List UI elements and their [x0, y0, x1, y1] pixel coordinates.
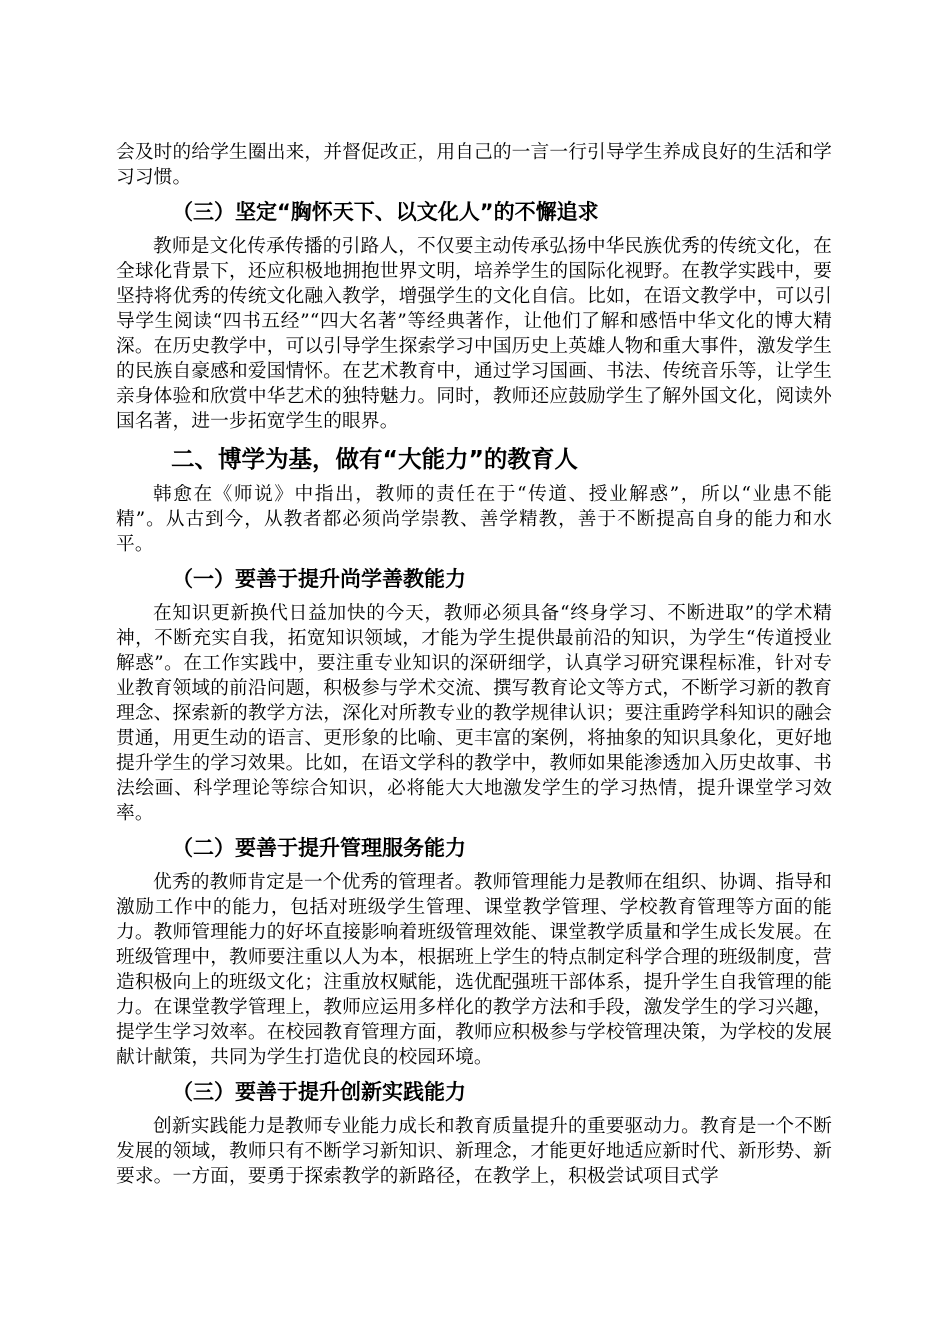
subheading-learning-teaching: （一）要善于提升尚学善教能力	[172, 567, 466, 591]
paragraph-knowledge: 在知识更新换代日益加快的今天，教师必须具备“终身学习、不断进取”的学术精神，不断充实自我，拓宽知识领域，才能为学生提供最前沿的知识，为学生“传道授业解惑”。在工作实践中，要注重专业知识的深研细学，认真学习研究课程标准，针对专业教育领域的前沿问题，积极参与学术交流、撰写教育论文等方式，不断学习新的教育理念、探索新的教学方法，深化对所教专业的教学规律认识；要注重跨学科知识的融会贯通，用更生动的语言、更形象的比喻、更丰富的案例，将抽象的知识具象化，更好地提升学生的学习效果。比如，在语文学科的教学中，教师如果能渗透加入历史故事、书法绘画、科学理论等综合知识，必将能大大地激发学生的学习热情，提升课堂学习效率。	[116, 603, 832, 824]
paragraph-culture: 教师是文化传承传播的引路人，不仅要主动传承弘扬中华民族优秀的传统文化，在全球化背景下，还应积极地拥抱世界文明，培养学生的国际化视野。在教学实践中，要坚持将优秀的传统文化融入教学，增强学生的文化自信。比如，在语文教学中，可以引导学生阅读“四书五经”“四大名著”等经典著作，让他们了解和感悟中华文化的博大精深。在历史教学中，可以引导学生探索学习中国历史上英雄人物和重大事件，激发学生的民族自豪感和爱国情怀。在艺术教育中，通过学习国画、书法、传统音乐等，让学生亲身体验和欣赏中华艺术的独特魅力。同时，教师还应鼓励学生了解外国文化，阅读外国名著，进一步拓宽学生的眼界。	[116, 236, 832, 432]
paragraph-continuation: 会及时的给学生圈出来，并督促改正，用自己的一言一行引导学生养成良好的生活和学习习惯。	[116, 142, 832, 188]
paragraph-management: 优秀的教师肯定是一个优秀的管理者。教师管理能力是教师在组织、协调、指导和激励工作中的能力，包括对班级学生管理、课堂教学管理、学校教育管理等方面的能力。教师管理能力的好坏直接影响着班级管理效能、课堂教学质量和学生成长发展。在班级管理中，教师要注重以人为本，根据班上学生的特点制定科学合理的班级制度，营造积极向上的班级文化；注重放权赋能，选优配强班干部体系，提升学生自我管理的能力。在课堂教学管理上，教师应运用多样化的教学方法和手段，激发学生的学习兴趣，提学生学习效率。在校园教育管理方面，教师应积极参与学校管理决策，为学校的发展献计献策，共同为学生打造优良的校园环境。	[116, 872, 832, 1068]
document-body	[116, 140, 832, 1189]
subheading-pursuit: （三）坚定“胸怀天下、以文化人”的不懈追求	[172, 200, 599, 224]
section-heading-two: 二、博学为基，做有“大能力”的教育人	[171, 445, 578, 473]
subheading-management: （二）要善于提升管理服务能力	[172, 836, 466, 860]
paragraph-innovation: 创新实践能力是教师专业能力成长和教育质量提升的重要驱动力。教育是一个不断发展的领域，教师只有不断学习新知识、新理念，才能更好地适应新时代、新形势、新要求。一方面，要勇于探索教学的新路径，在教学上，积极尝试项目式学	[116, 1116, 832, 1187]
paragraph-hanyu: 韩愈在《师说》中指出，教师的责任在于“传道、授业解惑”，所以“业患不能精”。从古到今，从教者都必须尚学崇教、善学精教，善于不断提高自身的能力和水平。	[116, 484, 832, 555]
subheading-innovation: （三）要善于提升创新实践能力	[172, 1080, 466, 1104]
